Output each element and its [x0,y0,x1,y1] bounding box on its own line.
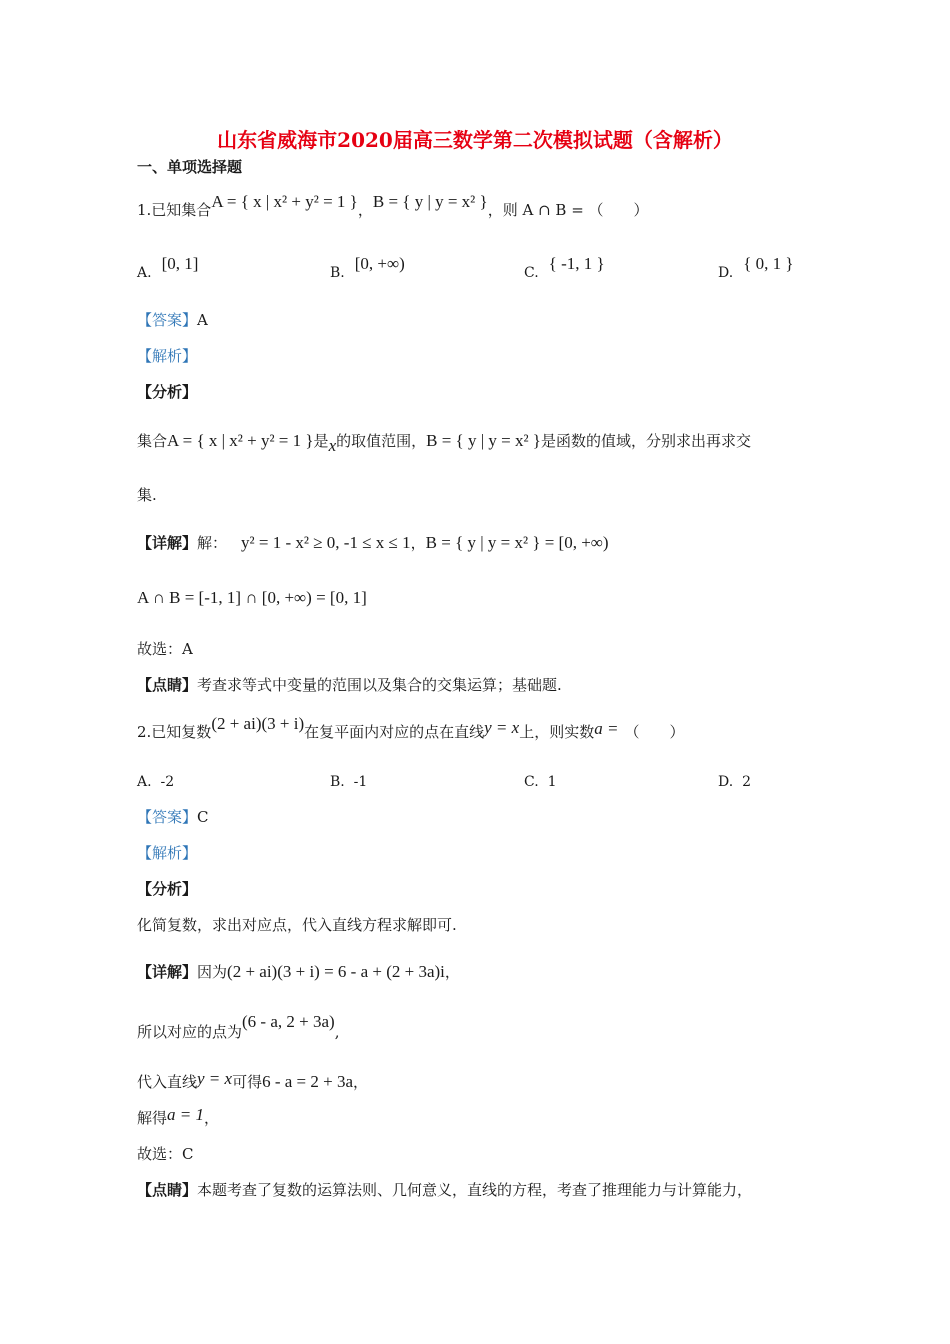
q2-option-b [330,772,367,792]
q1-option-d [718,254,794,283]
q2-choose: 故选：C [137,1145,194,1163]
option-value: 1 [547,774,557,790]
q1-detail-line1 [137,533,609,553]
section-heading: 一、单项选择题 [137,158,243,176]
text: 集合 [137,432,168,450]
document-title: 山东省威海市2020届高三数学第二次模拟试题（含解析） [217,128,733,152]
q1-analysis-line2: 集. [137,486,157,504]
option-letter: A. [137,774,152,790]
text: ， [353,1073,369,1091]
q2-dianjing [137,1180,752,1200]
formula: a = 1 [167,1105,204,1124]
q1-analysis-line1 [137,431,751,455]
formula: (6 - a, 2 + 3a) [242,1012,335,1031]
answer-value: A [197,311,208,329]
q1-option-a [137,254,199,283]
option-value: -2 [160,774,175,790]
text: 上，则实数 [519,723,595,741]
formula: (2 + ai)(3 + i) [211,714,305,733]
option-value: 2 [742,774,752,790]
q1-option-b [330,254,405,283]
q1-stem [137,192,649,220]
option-letter: D. [718,265,734,281]
q1-sep: ， [357,201,373,219]
answer-value: C [197,808,209,826]
q1-option-c [524,254,605,283]
formula: y = x [197,1069,233,1088]
formula: B = { y | y = x² } [426,431,541,450]
option-value: -1 [353,774,368,790]
q1-set-a: A = { x | x² + y² = 1 } [211,192,358,211]
q1-dianjing [137,675,562,695]
formula: A ∩ B = [-1, 1] ∩ [0, +∞) = [0, 1] [137,588,367,607]
text: 因为 [197,963,228,981]
dianjing-tag: 【点睛】 [137,676,198,694]
q2-analysis: 化简复数，求出对应点，代入直线方程求解即可. [137,916,457,934]
option-letter: D. [718,774,734,790]
text: 解： [197,534,228,552]
formula: y = x [484,718,520,737]
q1-answer [137,310,208,330]
q2-jiexi-tag: 【解析】 [137,844,198,862]
text: 的取值范围， [336,432,427,450]
text: 在复平面内对应的点在直线 [304,723,485,741]
formula: A = { x | x² + y² = 1 } [167,431,314,450]
q1-jiexi-tag: 【解析】 [137,347,198,365]
text: 解得 [137,1109,168,1127]
answer-tag: 【答案】 [137,311,198,329]
option-letter: C. [524,265,539,281]
formula: B = { y | y = x² } = [0, +∞) [425,533,609,552]
q2-answer [137,807,209,827]
text: 可得 [232,1073,263,1091]
formula: y² = 1 - x² ≥ 0, -1 ≤ x ≤ 1 [241,533,411,552]
text: , [334,1023,340,1041]
option-letter: B. [330,774,345,790]
text: 2.已知复数 [137,723,212,741]
option-value: { -1, 1 } [548,254,605,273]
q2-detail-line4 [137,1105,220,1128]
q1-choose: 故选：A [137,640,193,658]
answer-tag: 【答案】 [137,808,198,826]
q1-set-b: B = { y | y = x² } [372,192,488,211]
formula: 6 - a = 2 + 3a [262,1072,354,1091]
text: ， [204,1109,220,1127]
detail-tag: 【详解】 [137,534,198,552]
dianjing-tag: 【点睛】 [137,1181,198,1199]
q2-fenxi-tag: 【分析】 [137,880,198,898]
formula: x [328,436,337,455]
q1-stem-text: 1.已知集合 [137,201,212,219]
text: 所以对应的点为 [137,1023,243,1041]
q2-option-c [524,772,557,792]
q2-stem [137,714,685,742]
text: ， [410,534,426,552]
option-value: [0, 1] [161,254,199,273]
q2-detail-line1 [137,962,460,982]
detail-tag: 【详解】 [137,963,198,981]
text: 是 [313,432,329,450]
formula: a = [594,719,619,738]
q2-option-a [137,772,174,792]
option-letter: B. [330,265,345,281]
q2-option-d [718,772,751,792]
option-value: { 0, 1 } [743,254,794,273]
formula: (2 + ai)(3 + i) = 6 - a + (2 + 3a)i [227,962,445,981]
text: ， [444,963,460,981]
text: 是函数的值域，分别求出再求交 [540,432,751,450]
q2-detail-line2 [137,1012,340,1042]
text: 代入直线 [137,1073,198,1091]
text: （ ） [624,723,685,741]
q1-fenxi-tag: 【分析】 [137,383,198,401]
option-letter: A. [137,265,152,281]
text: 本题考查了复数的运算法则、几何意义，直线的方程，考查了推理能力与计算能力， [197,1181,753,1199]
q1-ask: ，则 A ∩ B = （ ） [487,201,649,219]
option-letter: C. [524,774,539,790]
q2-detail-line3 [137,1069,369,1092]
text: 考查求等式中变量的范围以及集合的交集运算；基础题. [197,676,562,694]
q1-detail-line2 [137,588,367,608]
option-value: [0, +∞) [354,254,405,273]
